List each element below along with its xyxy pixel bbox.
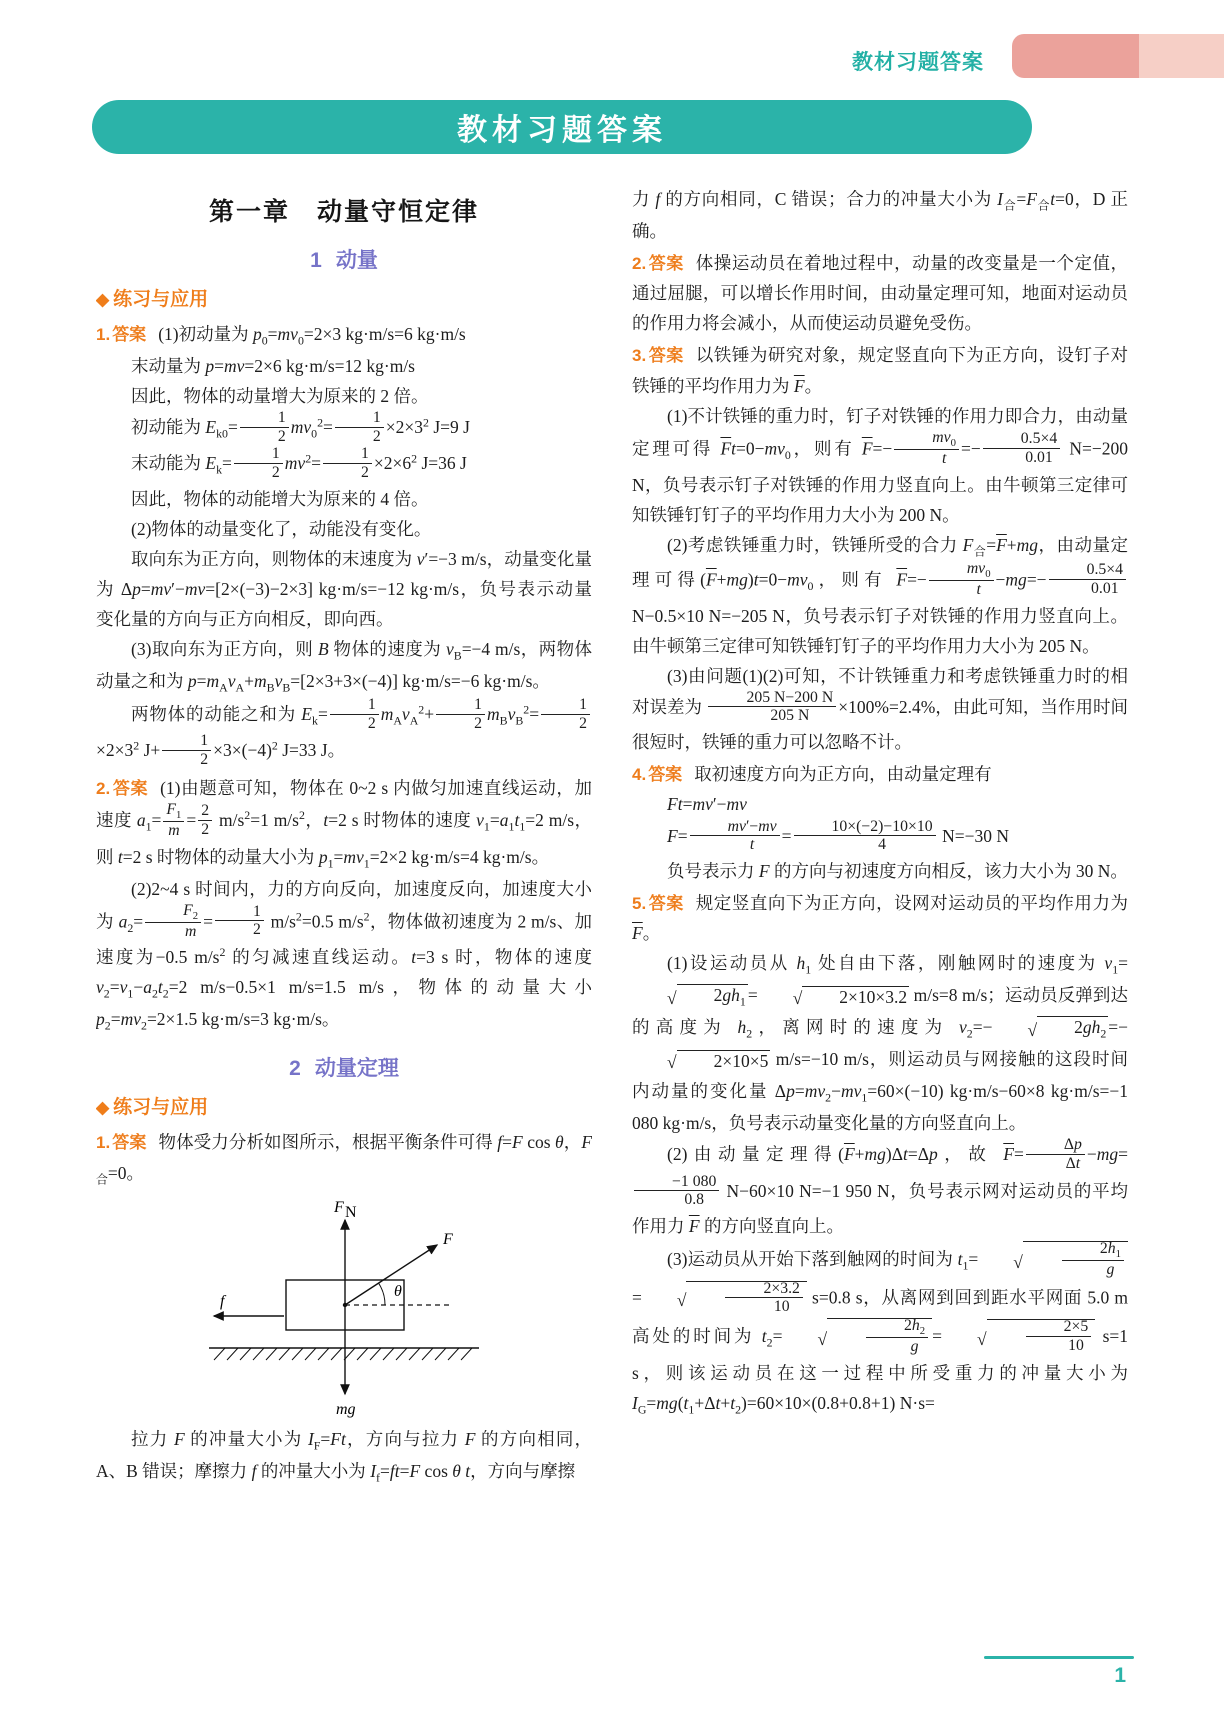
normal-force-sub-label: N: [345, 1203, 357, 1221]
section-text: 动量: [335, 249, 378, 272]
answer-text: 以铁锤为研究对象，规定竖直向下为正方向，设钉子对铁锤的平均作用力为 $\overline{F}$。: [632, 345, 1128, 396]
paragraph: 负号表示力 F 的方向与初速度方向相反，该力大小为 30 N。: [667, 860, 1128, 881]
answer-number: 3.: [632, 346, 647, 366]
banner-title: 教材习题答案: [457, 114, 667, 147]
paragraph: (3)取向东为正方向，则 B 物体的速度为 $v_B=-4$ m/s，两物体动量之和为 $p=m_Av_A+m_Bv_B=[2\times 3+3\times(-4)]$ kg·m/s=−6 kg·m/s。: [96, 639, 592, 695]
section-title: [96, 1052, 592, 1082]
subsection-label: 练习与应用: [113, 1097, 209, 1119]
applied-force-label: F: [443, 1230, 453, 1248]
paragraph: (3)由问题(1)(2)可知，不计铁锤重力和考虑铁锤重力时的相对误差为 $\frac{205 N-200 N}{205 N}$ ×100%=2.4%，由此可知，当作用时间很短时，铁锤的重力可以忽略不计。: [632, 665, 1128, 753]
answer-paragraph: [632, 759, 1128, 789]
answer-label: 答案: [648, 765, 683, 785]
paragraph: 取向东为正方向，则物体的末速度为 v′=−3 m/s，动量变化量为 Δp=mv′−mv=[2×(−3)−2×3] kg·m/s=−12 kg·m/s，负号表示动量变化量的方向与正方向相反，即向西。: [96, 548, 592, 630]
paragraph: Ft=mv′−mv: [667, 794, 747, 815]
paragraph: 因此，物体的动能增大为原来的 4 倍。: [131, 488, 429, 509]
left-column: [96, 184, 592, 1640]
page-banner: [92, 100, 1032, 154]
section-number: 2: [289, 1057, 301, 1081]
answer-paragraph: [96, 773, 592, 874]
corner-decoration: [1012, 34, 1224, 78]
answer-text: (1)初动量为 $p_0=mv_0=2\times 3$ kg·m/s=6 kg·m/s: [158, 324, 466, 348]
answer-number: 2.: [96, 778, 111, 798]
answer-number: 1.: [96, 1133, 111, 1153]
paragraph: (2)考虑铁锤重力时，铁锤所受的合力 $F_合=\overline{F}+mg$，由动量定理可得$(\overline{F}+mg)t=0-mv_0$，则有 $\overline{F}=-$ $\frac{mv_0}{t}$ −mg=− $\frac{0.5\times 4}{0.01}$ N−0.5×10 N=−205 N，负号表示钉子对铁锤的作用力竖直向上。由牛顿第三定律可知铁锤钉钉子的平均作用力大小为 205 N。: [632, 534, 1128, 656]
answer-paragraph: [632, 888, 1128, 948]
paragraph: 初动能为 $E_{k0}=$ $\frac{1}{2}$ $mv_0^2=$ $\frac{1}{2}$ $\times 2\times 3^2$ J=9 J: [131, 409, 470, 445]
paragraph: 末动能为 $E_k=$ $\frac{1}{2}$ $mv^2=$ $\frac{1}{2}$ $\times 2\times 6^2$ J=36 J: [131, 445, 467, 482]
paragraph: F= $\frac{mv'-mv}{t}$ = $\frac{10\times(-2)-10\times 10}{4}$ N=−30 N: [667, 817, 1009, 854]
answer-text: 体操运动员在着地过程中，动量的改变量是一个定值，通过屈腿，可以增长作用时间，由动量定理可知，地面对运动员的作用力将会减小，从而使运动员避免受伤。: [632, 253, 1128, 334]
paragraph: (3)运动员从开始下落到触网的时间为 $t_1=$ √ $\frac{2h_1}{g}$ = √ $\frac{2\times 3.2}{10}$ s=0.8 s，从离网到回到距水平网面 5.0 m 高处的时间为 $t_2=$ √ $\frac{2h_2}{g}$ = √ $\frac{2\times 5}{10}$ s=1 s，则该运动员在这一过程中所受重力的冲量大小为 $I_G=mg(t_1+\Delta t+t_2)=60\times 10\times(0.8+0.8+1)$ N·s=: [632, 1241, 1128, 1420]
chapter-title: 第一章 动量守恒定律: [208, 198, 479, 226]
answer-label: 答案: [648, 346, 684, 366]
answer-label: 答案: [112, 325, 147, 344]
diamond-icon: ◆: [96, 1098, 110, 1118]
angle-label: θ: [394, 1282, 402, 1300]
ground-hatching: [214, 1348, 472, 1360]
answer-label: 答案: [648, 254, 684, 274]
force-diagram: [96, 1194, 592, 1422]
answer-text: 取初速度方向为正方向，由动量定理有: [694, 764, 992, 785]
normal-force-label: F: [334, 1198, 344, 1216]
paragraph: 力 f 的方向相同，C 错误；合力的冲量大小为 $I_合=F_合t=0$，D 正确。: [632, 189, 1128, 241]
answer-text: 规定竖直向下为正方向，设网对运动员的平均作用力为 $\overline{F}$。: [632, 892, 1128, 944]
subsection-title: [96, 1092, 592, 1119]
answer-paragraph: [96, 1127, 592, 1189]
section-title: [96, 244, 592, 274]
answer-text: (1)由题意可知，物体在 0~2 s 内做匀加速直线运动，加速度 $a_1=$ $\frac{F_1}{m}$ = $\frac{2}{2}$ $m/s^2=1$ $m/s^2$，t=2 s 时物体的速度 $v_1=a_1t_1=2$ m/s，则 t=2 s 时物体的动量大小为 $p_1=mv_1=2\times 2$ kg·m/s=4 kg·m/s。: [96, 777, 592, 871]
weight-label: mg: [336, 1400, 356, 1418]
answer-text: 物体受力分析如图所示，根据平衡条件可得 f=F cos θ，$F_合=0$。: [96, 1132, 592, 1187]
paragraph: (2)由动量定理得$(\overline{F}+mg)\Delta t=\Delta p$，故 $\overline{F}=$ $\frac{\Delta p}{\Delta t}$ −mg= $\frac{-1 080}{0.8}$ N−60×10 N=−1 950 N，负号表示网对运动员的平均作用力 $\overline{F}$ 的方向竖直向上。: [632, 1136, 1128, 1236]
answer-label: 答案: [112, 1133, 147, 1153]
answer-label: 答案: [112, 778, 149, 798]
answer-paragraph: [96, 319, 592, 351]
paragraph: 两物体的动能之和为 $E_k=$ $\frac{1}{2}$ $m_Av_A^2+$ $\frac{1}{2}$ $m_Bv_B^2=$ $\frac{1}{2}$ $\times 2\times 3^2$ J+ $\frac{1}{2}$ $\times 3\times(-4)^2$ J=33 J。: [96, 698, 592, 771]
paragraph: (2)2~4 s 时间内，力的方向反向，加速度反向，加速度大小为 $a_2=$ $\frac{F_2}{m}$ = $\frac{1}{2}$ $m/s^2=0.5$ $m/s^2$，物体做初速度为 2 m/s、加速度为−0.5 $m/s^2$ 的匀减速直线运动。t=3 s 时，物体的速度 $v_2=v_1-a_2t_2=2$ m/s−0.5×1 m/s=1.5 m/s，物体的动量大小 $p_2=mv_2=2\times 1.5$ kg·m/s=3 kg·m/s。: [96, 878, 592, 1033]
force-diagram-svg: [194, 1194, 494, 1422]
paragraph: (1)不计铁锤的重力时，钉子对铁锤的作用力即合力，由动量定理可得 $\overline{F}t=0-mv_0$，则有 $\overline{F}=-$ $\frac{mv_0}{t}$ =− $\frac{0.5\times 4}{0.01}$ N=−200 N，负号表示钉子对铁锤的作用力竖直向上。由牛顿第三定律可知铁锤钉钉子的平均作用力大小为 200 N。: [632, 405, 1128, 525]
subsection-label: 练习与应用: [113, 289, 209, 310]
paragraph: (2)物体的动量变化了，动能没有变化。: [131, 518, 432, 539]
answer-label: 答案: [648, 893, 684, 913]
answer-paragraph: [632, 248, 1128, 338]
content-columns: [96, 184, 1128, 1640]
answer-number: 2.: [632, 254, 647, 274]
section-number: 1: [310, 249, 322, 272]
paragraph: 因此，物体的动量增大为原来的 2 倍。: [131, 386, 429, 407]
paragraph: 拉力 F 的冲量大小为 $I_F=Ft$，方向与拉力 F 的方向相同，A、B 错误；摩擦力 f 的冲量大小为 $I_f=ft=F$ cos θ t，方向与摩擦: [96, 1428, 592, 1485]
section-text: 动量定理: [314, 1057, 399, 1081]
page-number-rule: [984, 1656, 1134, 1659]
answer-number: 4.: [632, 765, 647, 785]
answer-paragraph: [632, 340, 1128, 400]
running-head: 教材习题答案: [852, 51, 984, 74]
right-column: [632, 184, 1128, 1640]
subsection-title: [96, 284, 592, 311]
diamond-icon: ◆: [96, 290, 110, 309]
friction-label: f: [220, 1292, 225, 1310]
page-number: [984, 1656, 1134, 1688]
answer-number: 5.: [632, 893, 647, 913]
paragraph: (1)设运动员从 $h_1$ 处自由下落，刚触网时的速度为 $v_1=$ √ $2gh_1$ = √ 2×10×3.2 m/s=8 m/s；运动员反弹到达的高度为 $h_2$，离网时的速度为 $v_2=-$ √ $2gh_2$ =− √ 2×10×5 m/s=−10 m/s，则运动员与网接触的这段时间内动量的变化量 $\Delta p=mv_2-mv_1=60\times(-10)$ kg·m/s−60×8 kg·m/s=−1 080 kg·m/s，负号表示动量变化量的方向竖直向上。: [632, 948, 1128, 1138]
page-number-value: 1: [1114, 1664, 1126, 1687]
answer-number: 1.: [96, 325, 111, 344]
paragraph: 末动量为 p=mv=2×6 kg·m/s=12 kg·m/s: [131, 355, 415, 376]
